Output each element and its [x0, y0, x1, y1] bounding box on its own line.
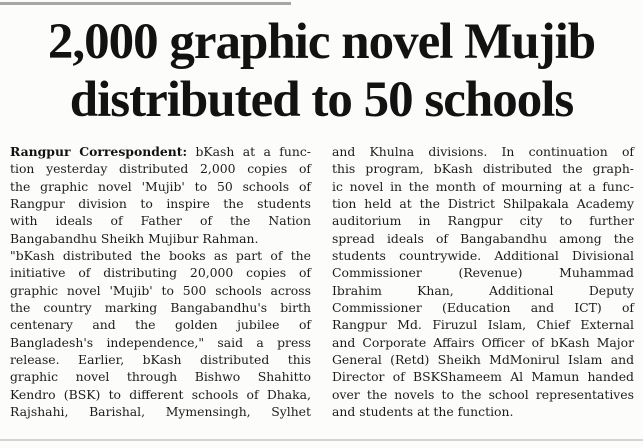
article-line: ic novel in the month of mourning at a func- — [332, 178, 634, 194]
article-line: auditorium in Rangpur city to further — [332, 213, 634, 229]
article-line: spread ideals of Bangabandhu among the — [332, 230, 634, 246]
article-line: this program, bKash distributed the graph- — [332, 161, 634, 177]
article-column-right — [332, 143, 634, 421]
article-line: release. Earlier, bKash distributed this — [10, 352, 311, 368]
article-line: students countrywide. Additional Divisional — [332, 248, 634, 264]
article-line: and Khulna divisions. In continuation of — [332, 144, 634, 159]
article-line: Rangpur division to inspire the students — [10, 196, 311, 212]
article-line: over the novels to the school representatives — [332, 386, 634, 402]
article-line: initiative of distributing 20,000 copies of — [10, 265, 311, 281]
headline-line-2: distributed to 50 schools — [69, 72, 574, 128]
article-line: Ibrahim Khan, Additional Deputy — [332, 282, 634, 298]
article-line: Rangpur Md. Firuzul Islam, Chief External — [332, 317, 634, 333]
article-line: with ideals of Father of the Nation — [10, 213, 311, 229]
article-line: Director of BSKShameem Al Mamun handed — [332, 369, 634, 385]
article-line: Kendro (BSK) to different schools of Dhaka, — [10, 386, 311, 402]
article-line: tion yesterday distributed 2,000 copies of — [10, 161, 311, 177]
article-line: tion held at the District Shilpakala Academy — [332, 196, 634, 212]
article-line: centenary and the golden jubilee of — [10, 317, 311, 333]
article-line: the graphic novel 'Mujib' to 50 schools of — [10, 178, 311, 194]
headline-line-1: 2,000 graphic novel Mujib — [47, 14, 596, 70]
article-line: General (Retd) Sheikh MdMonirul Islam and — [332, 352, 634, 368]
article-line: Bangladesh's independence," said a press — [10, 334, 311, 350]
bottom-rule — [0, 439, 643, 441]
correspondent-byline: Rangpur Correspondent: — [10, 144, 188, 159]
headline — [0, 13, 643, 129]
article-line: "bKash distributed the books as part of the — [10, 248, 311, 264]
article-line: and students at the function. — [332, 404, 514, 420]
article-line: Commissioner (Revenue) Muhammad — [332, 265, 634, 281]
article-line: Rajshahi, Barishal, Mymensingh, Sylhet — [10, 404, 311, 420]
article-line: Commissioner (Education and ICT) of — [332, 300, 634, 316]
article-line — [10, 143, 311, 160]
article-line-text: bKash at a func- — [195, 144, 311, 159]
article-line: Bangabandhu Sheikh Mujibur Rahman. — [10, 230, 259, 246]
article-line: the country marking Bangabandhu's birth — [10, 300, 311, 316]
article-line: graphic novel 'Mujib' to 500 schools across — [10, 282, 311, 298]
article-line: graphic novel through Bishwo Shahitto — [10, 369, 311, 385]
top-rule — [0, 2, 291, 5]
article-line: and Corporate Affairs Officer of bKash Major — [332, 334, 634, 350]
article-column-left — [10, 143, 311, 421]
